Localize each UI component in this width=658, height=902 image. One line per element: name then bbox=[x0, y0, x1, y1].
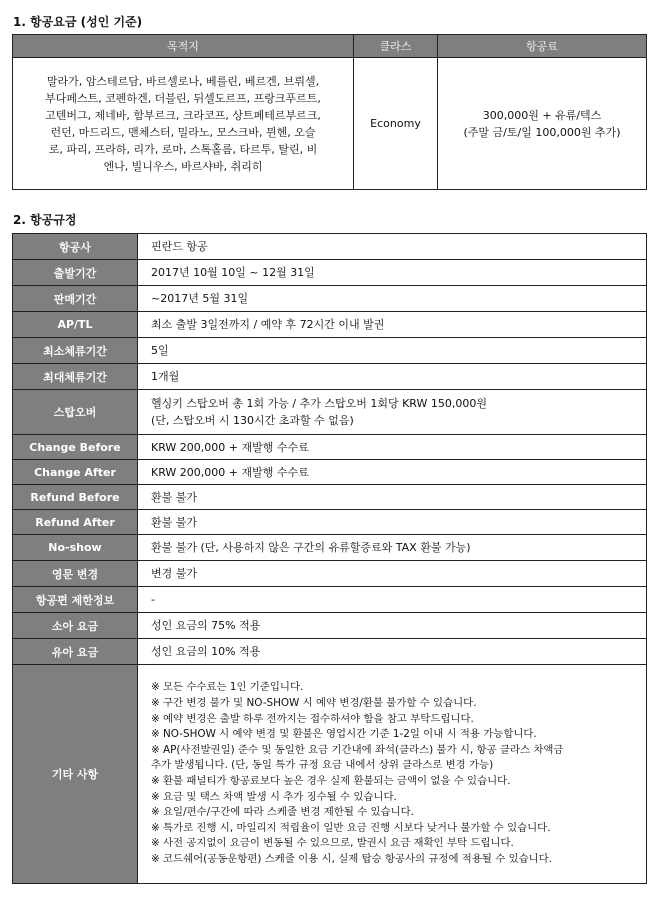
rule-value-name-change: 변경 불가 bbox=[138, 561, 647, 587]
rule-key-infant-fare: 유아 요금 bbox=[13, 639, 138, 665]
note-line: ※ 모든 수수료는 1인 기준입니다. bbox=[151, 681, 304, 694]
rule-key-max-stay: 최대체류기간 bbox=[13, 364, 138, 390]
section1-title: 1. 항공요금 (성인 기준) bbox=[13, 15, 143, 29]
note-line: ※ AP(사전발권일) 준수 및 동일한 요금 기간내에 좌석(클라스) 불가 시, 항공 클라스 차액금 bbox=[151, 743, 564, 756]
note-line: ※ 요금 및 택스 차액 발생 시 추가 징수될 수 있습니다. bbox=[151, 790, 397, 803]
note-line: ※ 코드쉐어(공동운항편) 스케줄 이용 시, 실제 탑승 항공사의 규정에 적용될 수 있습니다. bbox=[151, 852, 553, 865]
header-fare: 항공료 bbox=[438, 35, 647, 58]
note-line: ※ 예약 변경은 출발 하루 전까지는 접수하셔야 함을 참고 부탁드립니다. bbox=[151, 712, 474, 725]
destination-line: 엔나, 빌니우스, 바르샤바, 취리히 bbox=[103, 159, 263, 173]
class-cell: Economy bbox=[354, 58, 438, 190]
rule-key-change-before: Change Before bbox=[13, 435, 138, 460]
note-line: ※ NO-SHOW 시 예약 변경 및 환불은 영업시간 기준 1-2일 이내 시 적용 가능합니다. bbox=[151, 728, 537, 741]
rule-value-other-notes bbox=[138, 665, 647, 884]
rule-key-change-after: Change After bbox=[13, 460, 138, 485]
destination-line: 부다페스트, 코펜하겐, 더블린, 뒤셀도르프, 프랑크푸르트, bbox=[45, 91, 321, 105]
rule-value-min-stay: 5일 bbox=[138, 338, 647, 364]
rule-value-departure-period: 2017년 10월 10일 ~ 12월 31일 bbox=[138, 260, 647, 286]
rule-value-change-before: KRW 200,000 + 재발행 수수료 bbox=[138, 435, 647, 460]
stopover-note: (단, 스탑오버 시 130시간 초과할 수 없음) bbox=[151, 414, 354, 427]
rule-key-sales-period: 판매기간 bbox=[13, 286, 138, 312]
fare-cell bbox=[438, 58, 647, 190]
fare-table bbox=[12, 34, 647, 190]
note-line: ※ 구간 변경 불가 및 NO-SHOW 시 예약 변경/환불 불가할 수 있습니다. bbox=[151, 697, 477, 710]
note-line: ※ 환불 패널티가 항공료보다 높은 경우 실제 환불되는 금액이 없을 수 있습니다. bbox=[151, 775, 511, 787]
rule-key-refund-after: Refund After bbox=[13, 510, 138, 535]
rule-value-refund-after: 환불 불가 bbox=[138, 510, 647, 535]
destination-line: 로, 파리, 프라하, 리가, 로마, 스톡홀름, 타르투, 탈린, 비 bbox=[48, 142, 318, 156]
rule-value-flight-restriction: - bbox=[138, 587, 647, 613]
rule-key-flight-restriction: 항공편 제한정보 bbox=[13, 587, 138, 613]
fare-surcharge-line: (주말 금/토/일 100,000원 추가) bbox=[463, 125, 621, 139]
destination-line: 고텐버그, 제네바, 함부르크, 크라코프, 상트페테르부르크, bbox=[45, 108, 321, 122]
rule-key-min-stay: 최소체류기간 bbox=[13, 338, 138, 364]
note-line: ※ 사전 공지없이 요금이 변동될 수 있으므로, 발권시 요금 재확인 부탁 드립니다. bbox=[151, 837, 514, 850]
rule-key-name-change: 영문 변경 bbox=[13, 561, 138, 587]
stopover-line: 헬싱키 스탑오버 총 1회 가능 / 추가 스탑오버 1회당 KRW 150,000원 bbox=[151, 397, 487, 410]
note-line: 추가 발생됩니다. (단, 동일 특가 규정 요금 내에서 상위 클라스로 변경 가능) bbox=[151, 759, 494, 772]
rule-value-refund-before: 환불 불가 bbox=[138, 485, 647, 510]
destination-list bbox=[13, 58, 354, 190]
rule-key-stopover: 스탑오버 bbox=[13, 390, 138, 435]
rule-key-child-fare: 소아 요금 bbox=[13, 613, 138, 639]
rule-key-ap-tl: AP/TL bbox=[13, 312, 138, 338]
rule-value-sales-period: ~2017년 5월 31일 bbox=[138, 286, 647, 312]
rule-value-stopover bbox=[138, 390, 647, 435]
section2-title: 2. 항공규정 bbox=[13, 213, 77, 227]
rule-key-no-show: No-show bbox=[13, 535, 138, 561]
note-line: ※ 특가로 진행 시, 마일리지 적립율이 일반 요금 진행 시보다 낮거나 불가할 수 있습니다. bbox=[151, 821, 551, 834]
rules-table bbox=[12, 233, 647, 884]
note-line: ※ 요일/편수/구간에 따라 스케줄 변경 제한될 수 있습니다. bbox=[151, 806, 414, 819]
rule-key-departure-period: 출발기간 bbox=[13, 260, 138, 286]
rule-value-change-after: KRW 200,000 + 재발행 수수료 bbox=[138, 460, 647, 485]
rule-value-ap-tl: 최소 출발 3일전까지 / 예약 후 72시간 이내 발권 bbox=[138, 312, 647, 338]
header-destination: 목적지 bbox=[13, 35, 354, 58]
rule-value-airline: 핀란드 항공 bbox=[138, 234, 647, 260]
rule-key-other-notes: 기타 사항 bbox=[13, 665, 138, 884]
fare-line: 300,000원 + 유류/텍스 bbox=[482, 108, 602, 122]
rule-key-refund-before: Refund Before bbox=[13, 485, 138, 510]
rule-value-child-fare: 성인 요금의 75% 적용 bbox=[138, 613, 647, 639]
rule-value-max-stay: 1개월 bbox=[138, 364, 647, 390]
rule-key-airline: 항공사 bbox=[13, 234, 138, 260]
destination-line: 말라가, 암스테르담, 바르셀로나, 베를린, 베르겐, 브뤼셀, bbox=[46, 74, 320, 88]
rule-value-infant-fare: 성인 요금의 10% 적용 bbox=[138, 639, 647, 665]
destination-line: 런던, 마드리드, 맨체스터, 밀라노, 모스크바, 뮌헨, 오슬 bbox=[50, 125, 316, 139]
header-class: 클라스 bbox=[354, 35, 438, 58]
rule-value-no-show: 환불 불가 (단, 사용하지 않은 구간의 유류할증료와 TAX 환불 가능) bbox=[138, 535, 647, 561]
